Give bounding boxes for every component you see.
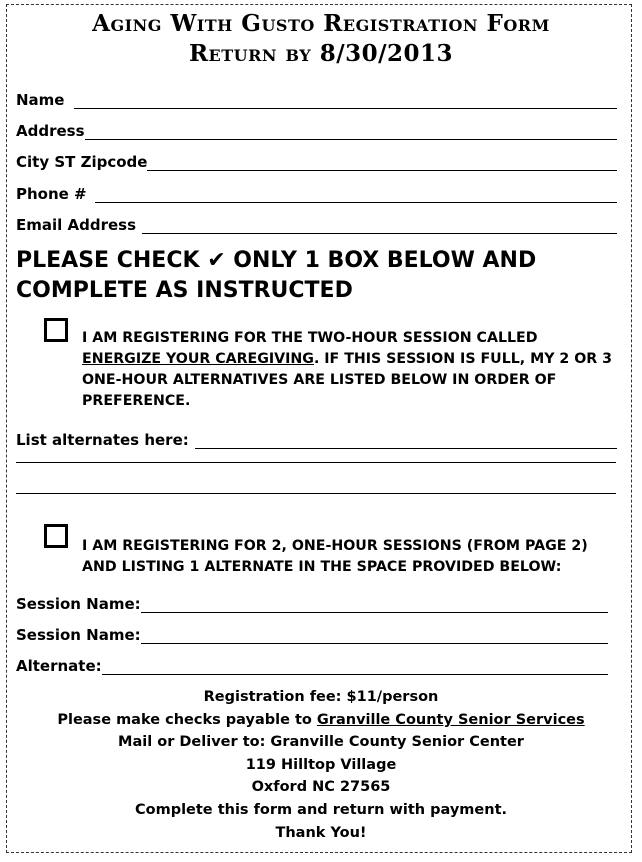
address-label: Address bbox=[16, 122, 85, 140]
alternates-field[interactable] bbox=[16, 429, 617, 449]
option2-text bbox=[82, 536, 622, 578]
name-field[interactable] bbox=[16, 89, 617, 109]
city-label: City ST Zipcode bbox=[16, 153, 148, 171]
alternate-line[interactable] bbox=[102, 659, 608, 675]
alternates-line[interactable] bbox=[195, 433, 617, 449]
instruction-text-2: ONLY 1 BOX BELOW AND bbox=[233, 248, 537, 273]
alternates-line-3[interactable] bbox=[16, 493, 616, 494]
email-label: Email Address bbox=[16, 216, 137, 234]
alternate-label: Alternate: bbox=[16, 657, 102, 675]
option1-line4: PREFERENCE. bbox=[82, 393, 191, 409]
city-line-footer: Oxford NC 27565 bbox=[251, 779, 391, 796]
instruction-text-3: COMPLETE AS INSTRUCTED bbox=[16, 278, 353, 303]
city-field[interactable] bbox=[16, 151, 617, 171]
payable-to: Granville County Senior Services bbox=[316, 711, 585, 728]
email-field[interactable] bbox=[16, 214, 617, 234]
option1-text bbox=[82, 328, 622, 412]
name-label: Name bbox=[16, 91, 65, 109]
alternates-label: List alternates here: bbox=[16, 431, 189, 449]
phone-label: Phone # bbox=[16, 185, 87, 203]
alternate-field[interactable] bbox=[16, 655, 608, 675]
option1-checkbox[interactable] bbox=[44, 318, 68, 342]
instruction-heading bbox=[16, 246, 536, 306]
email-line[interactable] bbox=[142, 218, 617, 234]
return-date: Return by 8/30/2013 bbox=[188, 40, 454, 67]
option2-line1: I AM REGISTERING FOR 2, ONE-HOUR SESSIONS (FROM PAGE 2) bbox=[82, 538, 588, 554]
session1-label: Session Name: bbox=[16, 595, 141, 613]
footer-info bbox=[0, 686, 642, 844]
registration-fee: Registration fee: $11/person bbox=[203, 689, 439, 705]
session1-line[interactable] bbox=[141, 597, 608, 613]
phone-line[interactable] bbox=[95, 187, 617, 203]
name-line[interactable] bbox=[74, 93, 617, 109]
check-mark-icon: ✔ bbox=[207, 248, 226, 273]
payable-line bbox=[0, 709, 642, 732]
option1-line3: ONE-HOUR ALTERNATIVES ARE LISTED BELOW IN ORDER OF bbox=[82, 372, 557, 388]
alternates-line-2[interactable] bbox=[16, 462, 616, 463]
mail-line: Mail or Deliver to: Granville County Senior Center bbox=[118, 734, 524, 751]
address-field[interactable] bbox=[16, 120, 617, 140]
complete-line: Complete this form and return with payment. bbox=[134, 801, 508, 818]
phone-field[interactable] bbox=[16, 183, 617, 203]
street-line: 119 Hilltop Village bbox=[245, 756, 397, 773]
option2-checkbox[interactable] bbox=[44, 524, 68, 548]
session1-field[interactable] bbox=[16, 593, 608, 613]
session2-line[interactable] bbox=[141, 628, 608, 644]
session-name-energize: ENERGIZE YOUR CAREGIVING bbox=[82, 351, 314, 367]
address-line[interactable] bbox=[85, 124, 617, 140]
option2-line2: AND LISTING 1 ALTERNATE IN THE SPACE PROVIDED BELOW: bbox=[82, 559, 562, 575]
thank-you: Thank You! bbox=[275, 824, 367, 841]
session2-field[interactable] bbox=[16, 624, 608, 644]
form-title: Aging With Gusto Registration Form bbox=[92, 10, 550, 37]
session2-label: Session Name: bbox=[16, 626, 141, 644]
option1-line1: I AM REGISTERING FOR THE TWO-HOUR SESSION CALLED bbox=[82, 330, 538, 346]
payable-prefix: Please make checks payable to bbox=[57, 711, 317, 728]
instruction-text-1: PLEASE CHECK bbox=[16, 248, 200, 273]
option1-line2: . IF THIS SESSION IS FULL, MY 2 OR 3 bbox=[313, 351, 613, 367]
city-line[interactable] bbox=[147, 155, 617, 171]
